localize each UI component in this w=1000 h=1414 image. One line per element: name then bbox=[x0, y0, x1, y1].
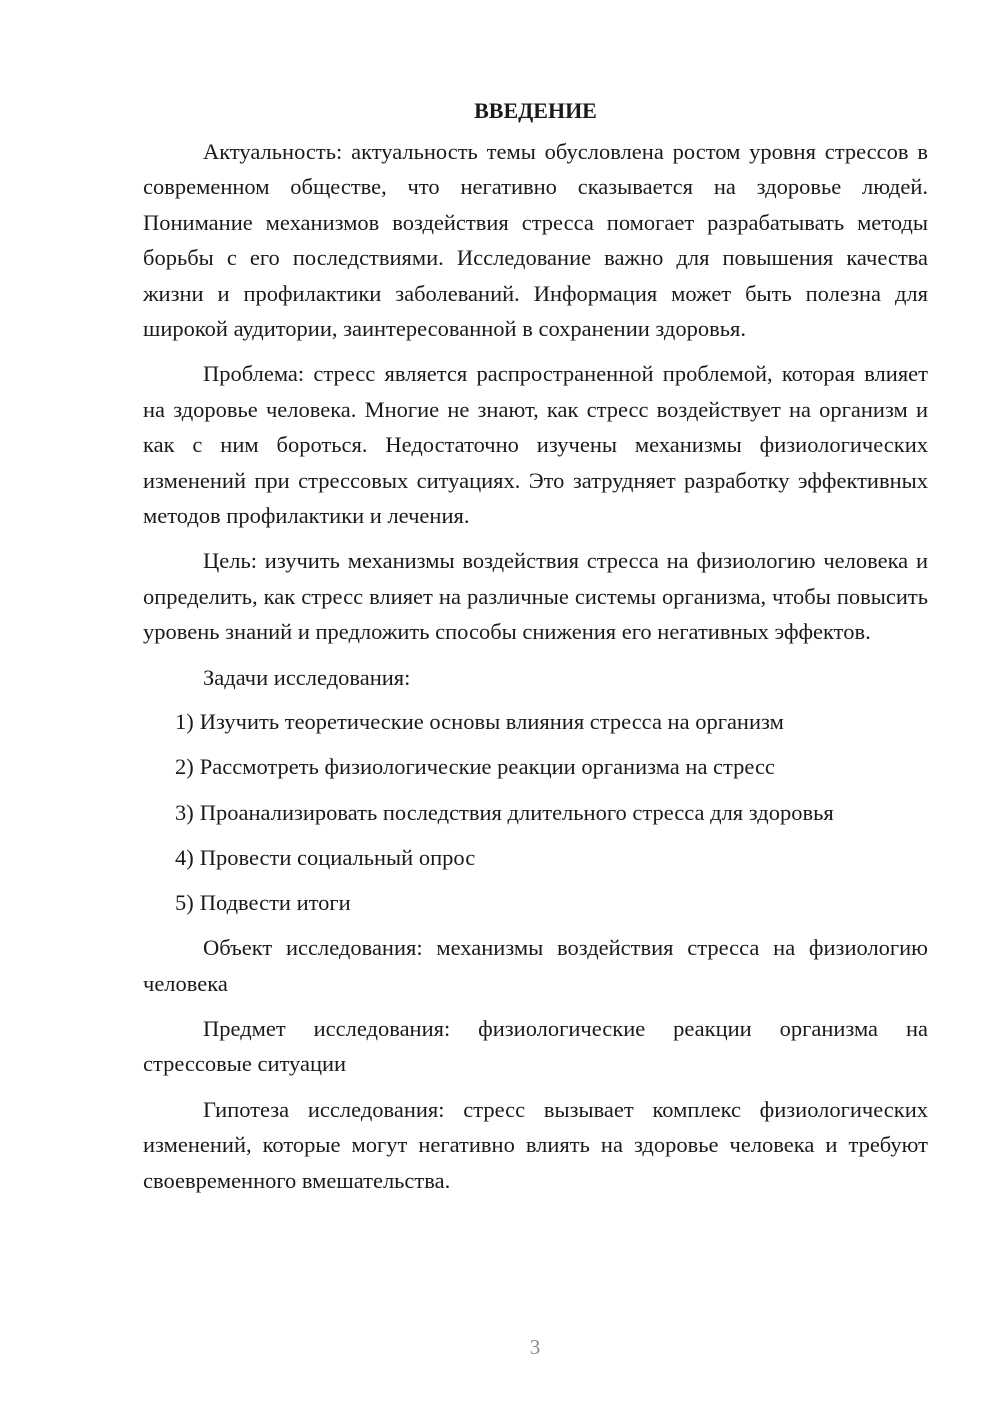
task-text: Рассмотреть физиологические реакции организма на стресс bbox=[199, 754, 775, 780]
object-paragraph: Объект исследования: механизмы воздействия стресса на физиологию человека bbox=[143, 935, 928, 996]
task-number: 2) bbox=[175, 754, 194, 780]
task-number: 1) bbox=[175, 709, 194, 735]
task-number: 5) bbox=[175, 889, 194, 915]
relevance-paragraph: Актуальность: актуальность темы обусловлена ростом уровня стрессов в современном обществе, что негативно сказывается на здоровье людей. Понимание механизмов воздействия стресса помогает разрабатывать методы борьбы с его последствиями. Исследование важно для повышения качества жизни и профилактики заболеваний. Информация может быть полезна для широкой аудитории, заинтересованной в сохранении здоровья. bbox=[143, 139, 928, 342]
task-text: Подвести итоги bbox=[199, 889, 351, 915]
goal-paragraph: Цель: изучить механизмы воздействия стресса на физиологию человека и определить, как стресс влияет на различные системы организма, чтобы повысить уровень знаний и предложить способы снижения его негативных эффектов. bbox=[143, 548, 928, 645]
document-page bbox=[143, 96, 928, 1208]
task-item bbox=[143, 885, 928, 920]
task-text: Проанализировать последствия длительного стресса для здоровья bbox=[199, 799, 834, 825]
task-text: Провести социальный опрос bbox=[199, 844, 476, 870]
tasks-list bbox=[143, 704, 928, 920]
task-text: Изучить теоретические основы влияния стресса на организм bbox=[199, 709, 784, 735]
task-item bbox=[143, 749, 928, 784]
task-number: 3) bbox=[175, 799, 194, 825]
hypothesis-paragraph: Гипотеза исследования: стресс вызывает комплекс физиологических изменений, которые могут негативно влиять на здоровье человека и требуют своевременного вмешательства. bbox=[143, 1096, 928, 1193]
task-item bbox=[143, 704, 928, 739]
task-item bbox=[143, 795, 928, 830]
tasks-label: Задачи исследования: bbox=[203, 664, 411, 690]
task-item bbox=[143, 840, 928, 875]
page-number: 3 bbox=[529, 1335, 541, 1359]
subject-paragraph: Предмет исследования: физиологические реакции организма на стрессовые ситуации bbox=[143, 1015, 928, 1077]
section-heading: ВВЕДЕНИЕ bbox=[474, 98, 597, 123]
task-number: 4) bbox=[175, 844, 194, 870]
problem-paragraph: Проблема: стресс является распространенной проблемой, которая влияет на здоровье человека. Многие не знают, как стресс воздействует на организм и как с ним бороться. Недостаточно изучены механизмы физиологических изменений при стрессовых ситуациях. Это затрудняет разработку эффективных методов профилактики и лечения. bbox=[143, 361, 928, 529]
